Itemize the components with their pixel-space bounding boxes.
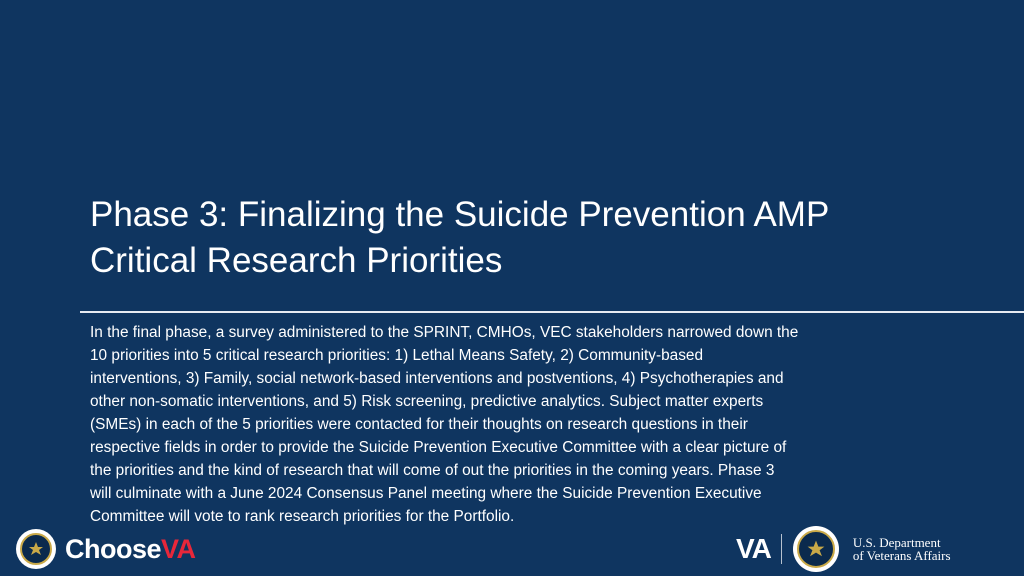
choose-va-red: VA — [161, 533, 196, 564]
logo-separator — [781, 534, 782, 564]
va-seal-icon — [793, 526, 839, 572]
slide-title-line: Critical Research Priorities — [90, 241, 503, 280]
slide-body-text — [90, 321, 920, 528]
slide-title-line: Phase 3: Finalizing the Suicide Prevention AMP — [90, 195, 830, 234]
body-line: will culminate with a June 2024 Consensus Panel meeting where the Suicide Prevention Executive — [90, 485, 762, 502]
body-line: Committee will vote to rank research priorities for the Portfolio. — [90, 508, 515, 525]
body-line: other non-somatic interventions, and 5) Risk screening, predictive analytics. Subject matter experts — [90, 393, 764, 410]
title-divider — [80, 311, 1024, 313]
va-wordmark: VA — [736, 533, 771, 564]
body-line: 10 priorities into 5 critical research priorities: 1) Lethal Means Safety, 2) Community-based — [90, 347, 704, 364]
va-department-logo — [736, 530, 951, 568]
body-line: In the final phase, a survey administered to the SPRINT, CMHOs, VEC stakeholders narrowed down the — [90, 324, 799, 341]
department-line: U.S. Department — [852, 535, 941, 550]
department-line: of Veterans Affairs — [852, 548, 951, 563]
choose-va-wordmark — [65, 533, 196, 564]
body-line: respective fields in order to provide the Suicide Prevention Executive Committee with a clear picture of — [90, 439, 787, 456]
body-line: (SMEs) in each of the 5 priorities were contacted for their thoughts on research questions in their — [90, 416, 748, 433]
body-line: interventions, 3) Family, social network-based interventions and postventions, 4) Psychotherapies and — [90, 370, 784, 387]
slide-title — [90, 192, 970, 284]
department-name — [853, 536, 951, 562]
choose-word: Choose — [65, 533, 162, 564]
body-line: the priorities and the kind of research that will come of out the priorities in the coming years. Phase 3 — [90, 462, 775, 479]
va-seal-icon — [16, 529, 56, 569]
choose-va-logo — [16, 529, 196, 569]
